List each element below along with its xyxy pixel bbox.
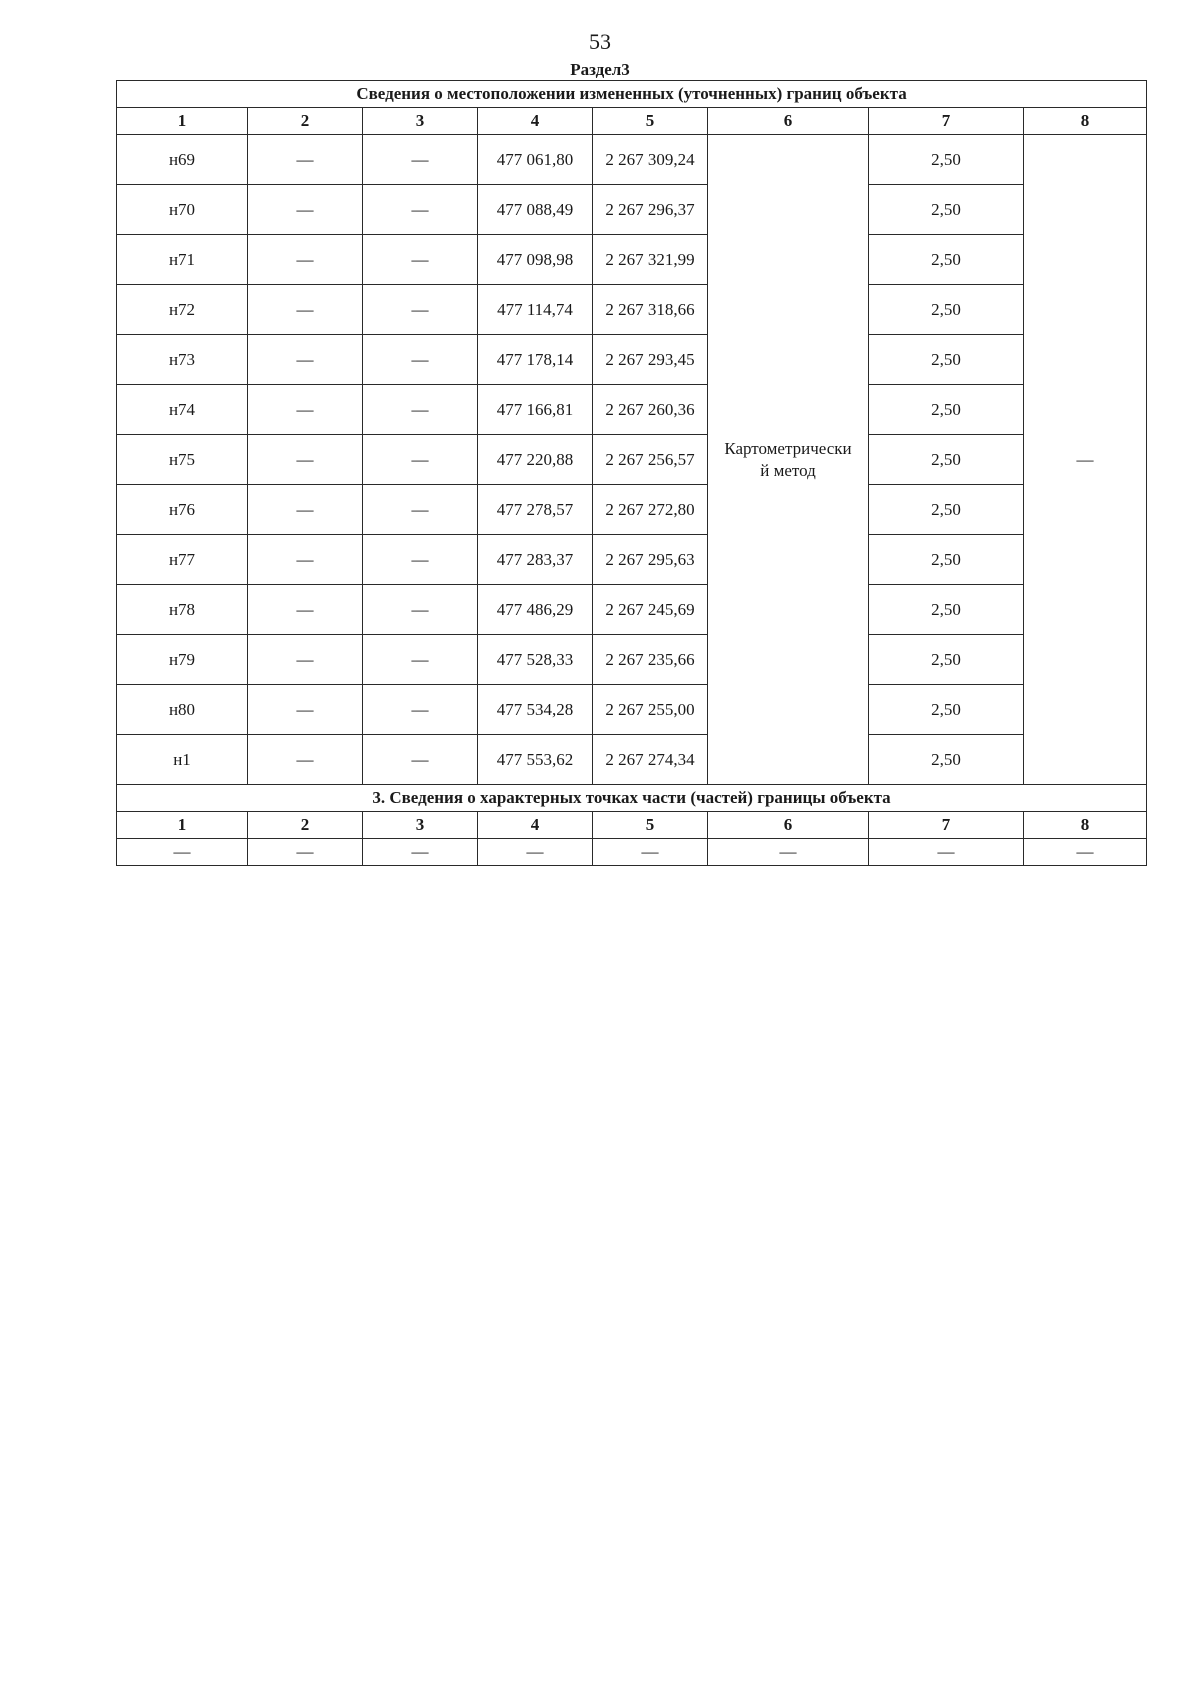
y-coordinate-cell: 2 267 255,00 bbox=[593, 685, 708, 735]
empty-cell: — bbox=[478, 839, 593, 866]
precision-cell: 2,50 bbox=[869, 135, 1024, 185]
x-coordinate-cell: 477 220,88 bbox=[478, 435, 593, 485]
page-number: 53 bbox=[589, 29, 611, 54]
table-row bbox=[117, 585, 1147, 635]
column-number: 2 bbox=[248, 108, 363, 135]
column-number: 8 bbox=[1024, 108, 1147, 135]
precision-cell: 2,50 bbox=[869, 435, 1024, 485]
table-row bbox=[117, 135, 1147, 185]
col3-cell: — bbox=[363, 485, 478, 535]
point-cell: н1 bbox=[117, 735, 248, 785]
precision-cell: 2,50 bbox=[869, 185, 1024, 235]
col3-cell: — bbox=[363, 735, 478, 785]
col2-cell: — bbox=[248, 335, 363, 385]
column-number: 2 bbox=[248, 812, 363, 839]
x-coordinate-cell: 477 486,29 bbox=[478, 585, 593, 635]
table-row bbox=[117, 385, 1147, 435]
table-row bbox=[117, 185, 1147, 235]
table-row bbox=[117, 485, 1147, 535]
precision-cell: 2,50 bbox=[869, 585, 1024, 635]
boundary-table bbox=[116, 80, 1147, 866]
y-coordinate-cell: 2 267 296,37 bbox=[593, 185, 708, 235]
col3-cell: — bbox=[363, 185, 478, 235]
column-number: 1 bbox=[117, 812, 248, 839]
y-coordinate-cell: 2 267 293,45 bbox=[593, 335, 708, 385]
y-coordinate-cell: 2 267 245,69 bbox=[593, 585, 708, 635]
table1-column-numbers bbox=[117, 108, 1147, 135]
column-number: 3 bbox=[363, 108, 478, 135]
x-coordinate-cell: 477 278,57 bbox=[478, 485, 593, 535]
table2-column-numbers bbox=[117, 812, 1147, 839]
col2-cell: — bbox=[248, 535, 363, 585]
table-row bbox=[117, 685, 1147, 735]
col3-cell: — bbox=[363, 535, 478, 585]
col2-cell: — bbox=[248, 135, 363, 185]
col3-cell: — bbox=[363, 235, 478, 285]
table-row bbox=[117, 435, 1147, 485]
point-cell: н71 bbox=[117, 235, 248, 285]
column-number: 1 bbox=[117, 108, 248, 135]
y-coordinate-cell: 2 267 321,99 bbox=[593, 235, 708, 285]
section-title: Раздел3 bbox=[570, 60, 630, 79]
column-number: 6 bbox=[708, 812, 869, 839]
col3-cell: — bbox=[363, 135, 478, 185]
col3-cell: — bbox=[363, 335, 478, 385]
col2-cell: — bbox=[248, 485, 363, 535]
table1-caption: Сведения о местоположении измененных (уточненных) границ объекта bbox=[117, 81, 1147, 108]
empty-cell: — bbox=[248, 839, 363, 866]
empty-cell: — bbox=[363, 839, 478, 866]
x-coordinate-cell: 477 528,33 bbox=[478, 635, 593, 685]
col2-cell: — bbox=[248, 585, 363, 635]
point-cell: н79 bbox=[117, 635, 248, 685]
empty-cell: — bbox=[117, 839, 248, 866]
col2-cell: — bbox=[248, 435, 363, 485]
x-coordinate-cell: 477 534,28 bbox=[478, 685, 593, 735]
x-coordinate-cell: 477 178,14 bbox=[478, 335, 593, 385]
table-row bbox=[117, 335, 1147, 385]
y-coordinate-cell: 2 267 256,57 bbox=[593, 435, 708, 485]
col2-cell: — bbox=[248, 385, 363, 435]
col3-cell: — bbox=[363, 635, 478, 685]
x-coordinate-cell: 477 088,49 bbox=[478, 185, 593, 235]
table-row bbox=[117, 285, 1147, 335]
y-coordinate-cell: 2 267 235,66 bbox=[593, 635, 708, 685]
precision-cell: 2,50 bbox=[869, 635, 1024, 685]
point-cell: н75 bbox=[117, 435, 248, 485]
method-text-line2: й метод bbox=[760, 460, 816, 480]
col2-cell: — bbox=[248, 185, 363, 235]
point-cell: н70 bbox=[117, 185, 248, 235]
col2-cell: — bbox=[248, 735, 363, 785]
point-cell: н76 bbox=[117, 485, 248, 535]
point-cell: н69 bbox=[117, 135, 248, 185]
y-coordinate-cell: 2 267 272,80 bbox=[593, 485, 708, 535]
column-number: 8 bbox=[1024, 812, 1147, 839]
precision-cell: 2,50 bbox=[869, 685, 1024, 735]
precision-cell: 2,50 bbox=[869, 485, 1024, 535]
x-coordinate-cell: 477 114,74 bbox=[478, 285, 593, 335]
col3-cell: — bbox=[363, 285, 478, 335]
table2-caption: 3. Сведения о характерных точках части (частей) границы объекта bbox=[117, 785, 1147, 812]
table-row bbox=[117, 735, 1147, 785]
point-cell: н72 bbox=[117, 285, 248, 335]
point-cell: н78 bbox=[117, 585, 248, 635]
precision-cell: 2,50 bbox=[869, 235, 1024, 285]
x-coordinate-cell: 477 553,62 bbox=[478, 735, 593, 785]
column-number: 4 bbox=[478, 108, 593, 135]
column-number: 5 bbox=[593, 812, 708, 839]
col2-cell: — bbox=[248, 635, 363, 685]
table2-empty-row bbox=[117, 839, 1147, 866]
table-row bbox=[117, 635, 1147, 685]
precision-cell: 2,50 bbox=[869, 535, 1024, 585]
col3-cell: — bbox=[363, 385, 478, 435]
column-number: 7 bbox=[869, 108, 1024, 135]
col3-cell: — bbox=[363, 685, 478, 735]
precision-cell: 2,50 bbox=[869, 285, 1024, 335]
point-cell: н80 bbox=[117, 685, 248, 735]
x-coordinate-cell: 477 283,37 bbox=[478, 535, 593, 585]
precision-cell: 2,50 bbox=[869, 335, 1024, 385]
empty-cell: — bbox=[1024, 839, 1147, 866]
empty-cell: — bbox=[708, 839, 869, 866]
col8-cell: — bbox=[1024, 135, 1147, 785]
y-coordinate-cell: 2 267 274,34 bbox=[593, 735, 708, 785]
y-coordinate-cell: 2 267 260,36 bbox=[593, 385, 708, 435]
col2-cell: — bbox=[248, 285, 363, 335]
col3-cell: — bbox=[363, 585, 478, 635]
col2-cell: — bbox=[248, 685, 363, 735]
y-coordinate-cell: 2 267 309,24 bbox=[593, 135, 708, 185]
column-number: 3 bbox=[363, 812, 478, 839]
x-coordinate-cell: 477 166,81 bbox=[478, 385, 593, 435]
method-cell bbox=[708, 135, 869, 785]
column-number: 6 bbox=[708, 108, 869, 135]
precision-cell: 2,50 bbox=[869, 735, 1024, 785]
col3-cell: — bbox=[363, 435, 478, 485]
point-cell: н74 bbox=[117, 385, 248, 435]
method-text-line1: Картометрически bbox=[724, 438, 852, 458]
empty-cell: — bbox=[869, 839, 1024, 866]
column-number: 4 bbox=[478, 812, 593, 839]
empty-cell: — bbox=[593, 839, 708, 866]
x-coordinate-cell: 477 098,98 bbox=[478, 235, 593, 285]
y-coordinate-cell: 2 267 318,66 bbox=[593, 285, 708, 335]
column-number: 5 bbox=[593, 108, 708, 135]
point-cell: н77 bbox=[117, 535, 248, 585]
precision-cell: 2,50 bbox=[869, 385, 1024, 435]
table-row bbox=[117, 235, 1147, 285]
y-coordinate-cell: 2 267 295,63 bbox=[593, 535, 708, 585]
col2-cell: — bbox=[248, 235, 363, 285]
x-coordinate-cell: 477 061,80 bbox=[478, 135, 593, 185]
table-row bbox=[117, 535, 1147, 585]
column-number: 7 bbox=[869, 812, 1024, 839]
point-cell: н73 bbox=[117, 335, 248, 385]
